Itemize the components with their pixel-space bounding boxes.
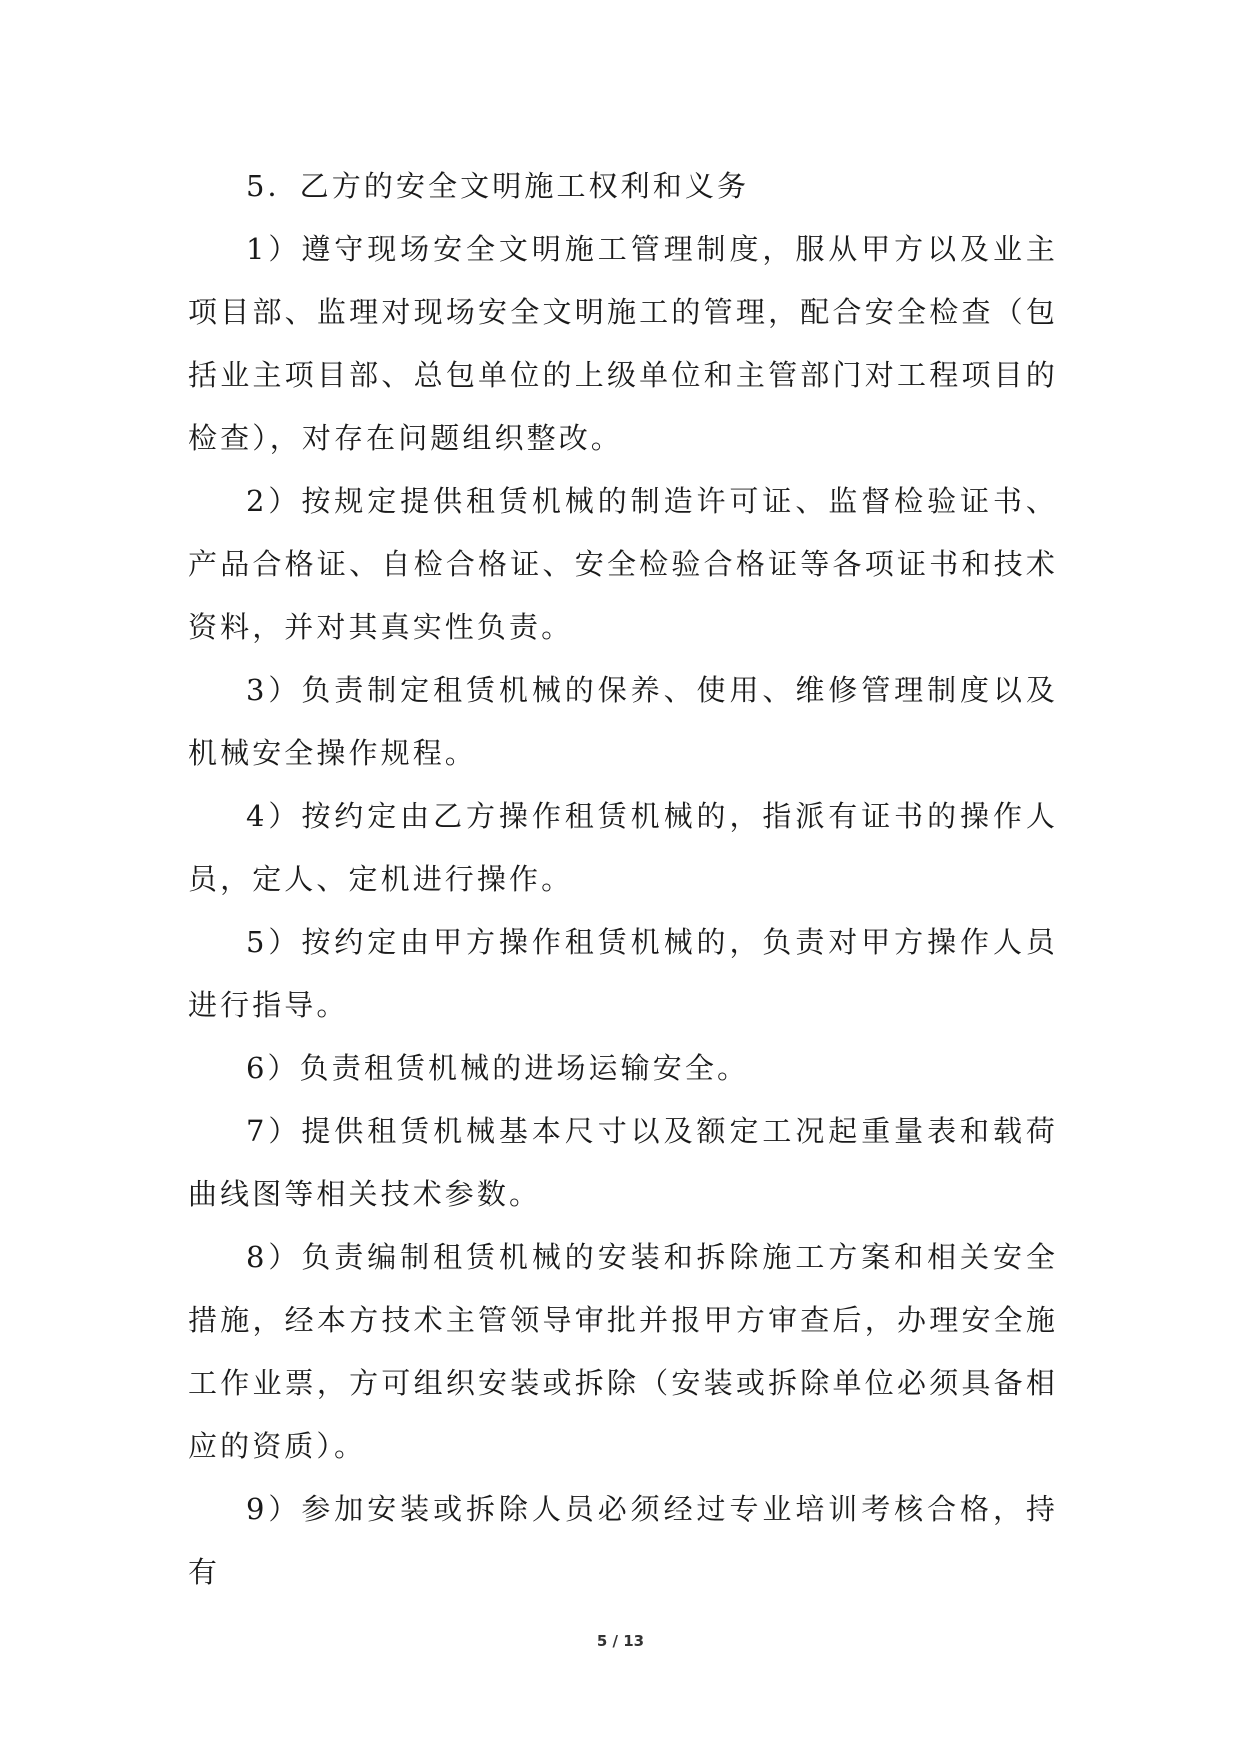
paragraph-item-8: 8）负责编制租赁机械的安装和拆除施工方案和相关安全措施，经本方技术主管领导审批并报甲方审查后，办理安全施工作业票，方可组织安装或拆除（安装或拆除单位必须具备相应的资质）。	[188, 1240, 1058, 1463]
paragraph-item-2: 2）按规定提供租赁机械的制造许可证、监督检验证书、产品合格证、自检合格证、安全检验合格证等各项证书和技术资料，并对其真实性负责。	[188, 484, 1058, 644]
paragraph-item-9: 9）参加安装或拆除人员必须经过专业培训考核合格，持有	[188, 1492, 1058, 1589]
paragraph-item-3: 3）负责制定租赁机械的保养、使用、维修管理制度以及机械安全操作规程。	[188, 673, 1058, 770]
document-body	[188, 155, 1058, 1604]
paragraph-item-4: 4）按约定由乙方操作租赁机械的，指派有证书的操作人员，定人、定机进行操作。	[188, 799, 1058, 896]
paragraph-item-6: 6）负责租赁机械的进场运输安全。	[246, 1051, 750, 1085]
section-heading: 5．乙方的安全文明施工权利和义务	[246, 169, 750, 203]
paragraph-item-5: 5）按约定由甲方操作租赁机械的，负责对甲方操作人员进行指导。	[188, 925, 1058, 1022]
page-number: 5 / 13	[596, 1632, 645, 1650]
paragraph-item-1: 1）遵守现场安全文明施工管理制度，服从甲方以及业主项目部、监理对现场安全文明施工的管理，配合安全检查（包括业主项目部、总包单位的上级单位和主管部门对工程项目的检查），对存在问题组织整改。	[188, 232, 1058, 455]
paragraph-item-7: 7）提供租赁机械基本尺寸以及额定工况起重量表和载荷曲线图等相关技术参数。	[188, 1114, 1058, 1211]
